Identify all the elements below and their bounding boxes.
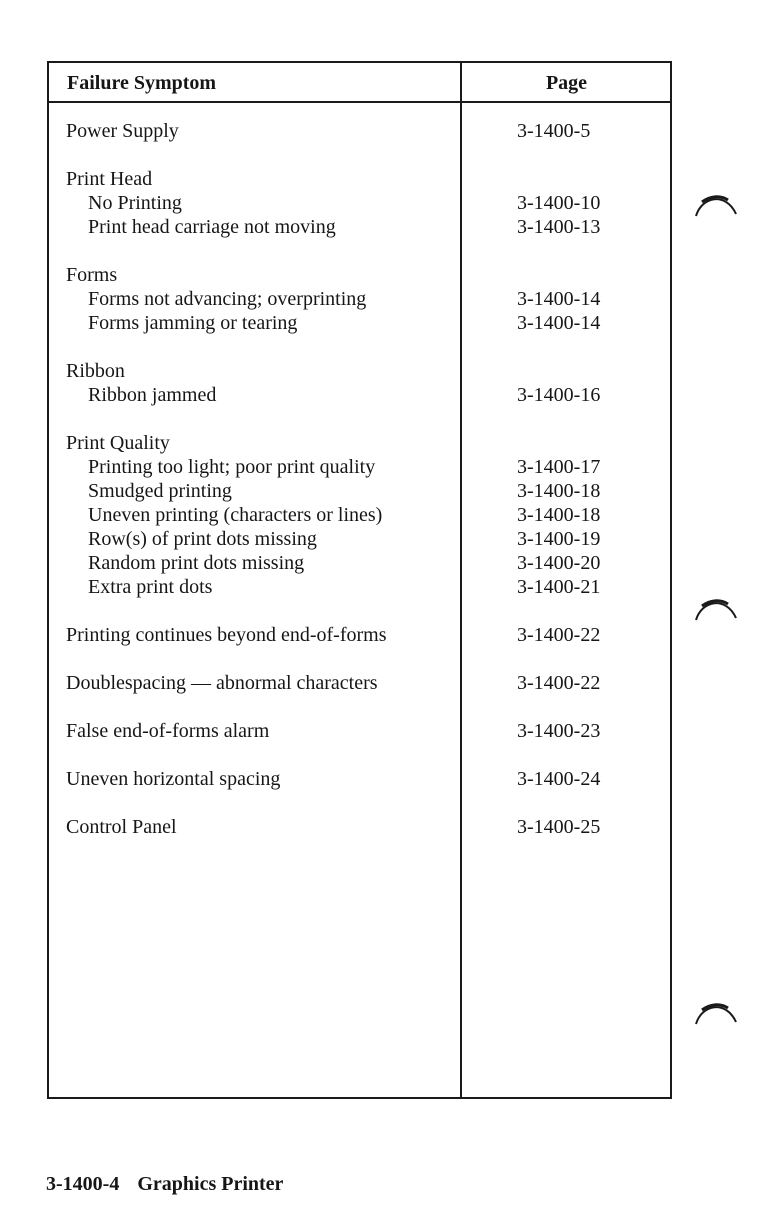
table-row <box>49 527 670 551</box>
page-reference: 3-1400-16 <box>517 384 601 406</box>
symptom-subitem: Ribbon jammed <box>88 384 217 406</box>
header-rule <box>49 101 670 103</box>
spacer-row <box>49 743 670 767</box>
spacer-row <box>49 791 670 815</box>
table-row <box>49 551 670 575</box>
symptom-subitem: Print head carriage not moving <box>88 216 336 238</box>
symptom-category: Control Panel <box>66 816 177 838</box>
symptom-subitem: Forms not advancing; overprinting <box>88 288 367 310</box>
symptom-subitem: Uneven printing (characters or lines) <box>88 504 383 526</box>
table-row <box>49 263 670 287</box>
page-reference: 3-1400-21 <box>517 576 601 598</box>
table-row <box>49 815 670 839</box>
symptom-subitem: Printing too light; poor print quality <box>88 456 376 478</box>
binder-hole-icon <box>692 998 740 1026</box>
symptom-category: Printing continues beyond end-of-forms <box>66 624 387 646</box>
table-row <box>49 671 670 695</box>
page-reference: 3-1400-18 <box>517 480 601 502</box>
page-footer <box>46 1173 283 1196</box>
page-reference: 3-1400-18 <box>517 504 601 526</box>
spacer-row <box>49 647 670 671</box>
spacer-row <box>49 335 670 359</box>
symptom-category: Print Head <box>66 168 153 190</box>
table-row <box>49 311 670 335</box>
table-row <box>49 359 670 383</box>
page-reference: 3-1400-10 <box>517 192 601 214</box>
page-reference: 3-1400-13 <box>517 216 601 238</box>
symptom-category: Power Supply <box>66 120 179 142</box>
table-row <box>49 575 670 599</box>
binder-hole-icon <box>692 594 740 622</box>
page-reference: 3-1400-22 <box>517 624 601 646</box>
symptom-subitem: Row(s) of print dots missing <box>88 528 317 550</box>
symptom-subitem: Smudged printing <box>88 480 232 502</box>
footer-title: Graphics Printer <box>137 1173 284 1195</box>
table-row <box>49 287 670 311</box>
symptom-category: False end-of-forms alarm <box>66 720 270 742</box>
table-row <box>49 455 670 479</box>
page-reference: 3-1400-25 <box>517 816 601 838</box>
table-row <box>49 503 670 527</box>
page-reference: 3-1400-14 <box>517 312 601 334</box>
symptom-subitem: No Printing <box>88 192 182 214</box>
page-reference: 3-1400-17 <box>517 456 601 478</box>
page-reference: 3-1400-19 <box>517 528 601 550</box>
page-reference: 3-1400-23 <box>517 720 601 742</box>
page-reference: 3-1400-20 <box>517 552 601 574</box>
footer-page-number: 3-1400-4 <box>46 1173 120 1195</box>
symptom-subitem: Random print dots missing <box>88 552 305 574</box>
page-reference: 3-1400-22 <box>517 672 601 694</box>
symptom-table <box>47 61 672 1099</box>
header-page: Page <box>545 72 588 94</box>
table-row <box>49 719 670 743</box>
symptom-category: Ribbon <box>66 360 125 382</box>
spacer-row <box>49 599 670 623</box>
symptom-subitem: Extra print dots <box>88 576 213 598</box>
spacer-row <box>49 239 670 263</box>
page-reference: 3-1400-5 <box>517 120 591 142</box>
table-row <box>49 431 670 455</box>
spacer-row <box>49 407 670 431</box>
table-row <box>49 383 670 407</box>
table-row <box>49 479 670 503</box>
page-reference: 3-1400-24 <box>517 768 601 790</box>
symptom-list <box>49 119 670 839</box>
symptom-category: Uneven horizontal spacing <box>66 768 281 790</box>
page-reference: 3-1400-14 <box>517 288 601 310</box>
symptom-subitem: Forms jamming or tearing <box>88 312 298 334</box>
table-row <box>49 167 670 191</box>
spacer-row <box>49 143 670 167</box>
header-failure-symptom: Failure Symptom <box>67 72 217 94</box>
table-row <box>49 191 670 215</box>
table-row <box>49 623 670 647</box>
symptom-category: Doublespacing — abnormal characters <box>66 672 378 694</box>
table-row <box>49 119 670 143</box>
symptom-category: Forms <box>66 264 118 286</box>
table-row <box>49 767 670 791</box>
symptom-category: Print Quality <box>66 432 170 454</box>
table-row <box>49 215 670 239</box>
spacer-row <box>49 695 670 719</box>
binder-hole-icon <box>692 190 740 218</box>
